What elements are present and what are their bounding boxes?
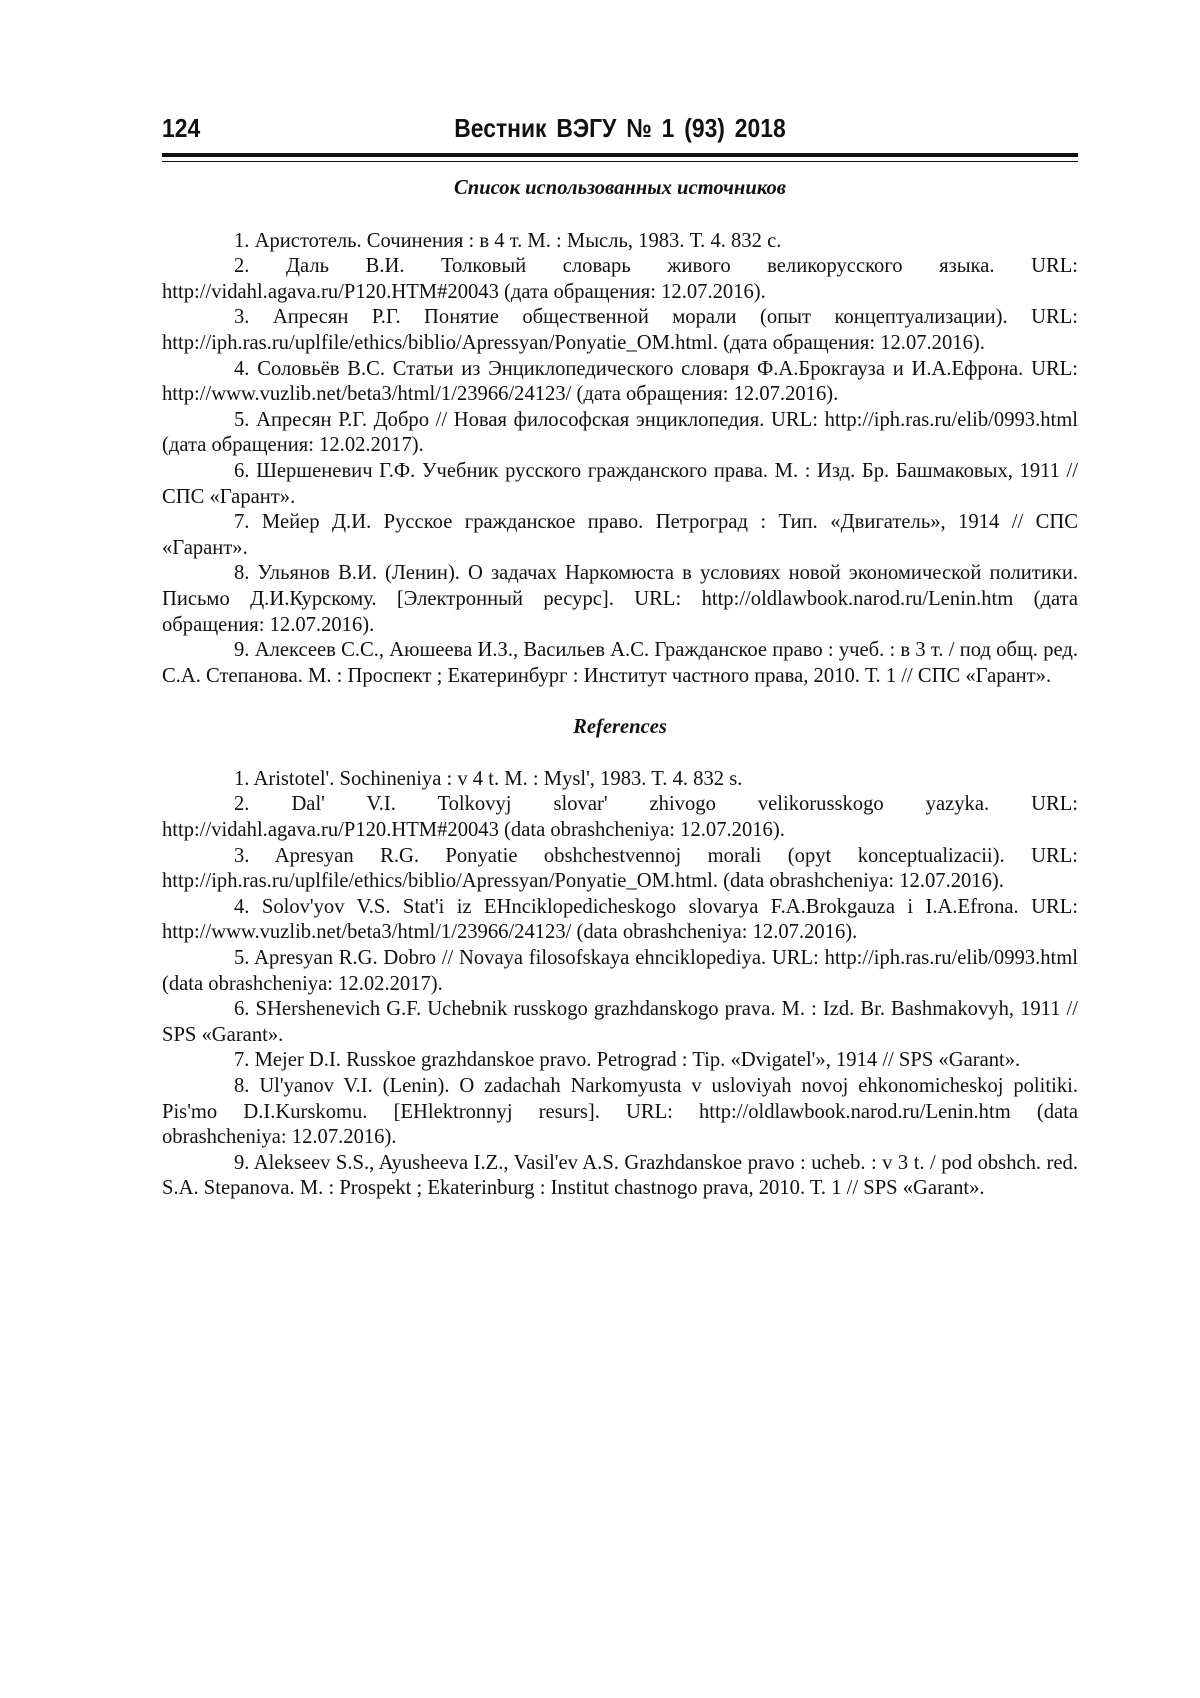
reference-item (162, 229, 1078, 255)
reference-text: Соловьёв В.С. Статьи из Энциклопедического словаря Ф.А.Брокгауза и И.А.Ефрона. URL: http://www.vuzlib.net/beta3/html/1/23966/24123/ (дата обращения: 12.07.2016). (162, 357, 1078, 406)
reference-number: 5. (234, 947, 250, 970)
reference-number: 1. (234, 767, 250, 790)
reference-number: 6. (234, 998, 250, 1021)
page-number: 124 (162, 113, 201, 143)
references-heading: References (573, 716, 667, 739)
reference-item (162, 1048, 1078, 1074)
reference-item (162, 1074, 1078, 1151)
reference-item (162, 357, 1078, 408)
reference-item (162, 895, 1078, 946)
reference-item (162, 997, 1078, 1048)
sources-list (162, 229, 1078, 690)
references-list (162, 767, 1078, 1202)
journal-title: Вестник ВЭГУ № 1 (93) 2018 (454, 113, 786, 143)
reference-number: 9. (234, 1151, 250, 1174)
reference-item (162, 408, 1078, 459)
reference-number: 8. (234, 562, 250, 585)
reference-number: 9. (234, 639, 250, 662)
reference-item (162, 638, 1078, 689)
reference-text: Апресян Р.Г. Добро // Новая философская энциклопедия. URL: http://iph.ras.ru/elib/0993.html (дата обращения: 12.02.2017). (162, 408, 1078, 457)
reference-item (162, 561, 1078, 638)
reference-number: 3. (234, 844, 250, 867)
reference-number: 4. (234, 357, 250, 380)
reference-item (162, 792, 1078, 843)
reference-text: Apresyan R.G. Dobro // Novaya filosofskaya ehnciklopediya. URL: http://iph.ras.ru/elib/0993.html (data obrashcheniya: 12.02.2017). (162, 947, 1078, 995)
reference-text: Алексеев С.С., Аюшеева И.З., Васильев А.С. Гражданское право : учеб. : в 3 т. / под общ. ред. С.А. Степанова. М. : Проспект ; Екатеринбург : Институт частного права, 2010. Т. 1 // СПС «Гарант». (162, 639, 1078, 687)
reference-text: Dal' V.I. Tolkovyj slovar' zhivogo velikorusskogo yazyka. URL: http://vidahl.agava.ru/P120.HTM#20043 (data obrashcheniya: 12.07.2016). (162, 793, 1078, 842)
reference-item (162, 459, 1078, 510)
reference-text: Ульянов В.И. (Ленин). О задачах Наркомюста в условиях новой экономической политики. Письмо Д.И.Курскому. [Электронный ресурс]. URL: http://oldlawbook.narod.ru/Lenin.htm (дата обращения: 12.07.2016). (162, 562, 1078, 636)
reference-text: Аристотель. Сочинения : в 4 т. М. : Мысль, 1983. Т. 4. 832 с. (254, 229, 782, 252)
page-header (162, 112, 1078, 154)
reference-number: 1. (234, 229, 250, 252)
reference-text: Apresyan R.G. Ponyatie obshchestvennoj morali (opyt konceptualizacii). URL: http://iph.ras.ru/uplfile/ethics/biblio/Apressyan/Ponyatie_OM.html. (data obrashcheniya: 12.07.2016). (162, 844, 1078, 893)
reference-text: Апресян Р.Г. Понятие общественной морали (опыт концептуализации). URL: http://iph.ras.ru/uplfile/ethics/biblio/Apressyan/Ponyatie_OM.html. (дата обращения: 12.07.2016). (162, 306, 1078, 354)
header-rule-thick (162, 153, 1078, 157)
reference-number: 7. (234, 511, 250, 534)
header-rule-thin (162, 161, 1078, 162)
reference-text: Мейер Д.И. Русское гражданское право. Петроград : Тип. «Двигатель», 1914 // СПС «Гарант». (162, 511, 1078, 559)
reference-number: 7. (234, 1049, 250, 1072)
reference-number: 2. (234, 793, 250, 816)
page-content (162, 176, 1078, 1202)
reference-text: Ul'yanov V.I. (Lenin). O zadachah Narkomyusta v usloviyah novoj ehkonomicheskoj politiki. Pis'mo D.I.Kurskomu. [EHlektronnyj resurs]. URL: http://oldlawbook.narod.ru/Lenin.htm (data obrashcheniya: 12.07.2016). (162, 1075, 1078, 1149)
reference-number: 3. (234, 306, 250, 329)
reference-text: Aristotel'. Sochineniya : v 4 t. M. : Mysl', 1983. T. 4. 832 s. (253, 767, 743, 790)
reference-text: Даль В.И. Толковый словарь живого великорусского языка. URL: http://vidahl.agava.ru/P120.HTM#20043 (дата обращения: 12.07.2016). (162, 255, 1078, 303)
reference-text: Alekseev S.S., Ayusheeva I.Z., Vasil'ev A.S. Grazhdanskoe pravo : ucheb. : v 3 t. / pod obshch. red. S.A. Stepanova. M. : Prospekt ; Ekaterinburg : Institut chastnogo prava, 2010. T. 1 // SPS «Garant». (162, 1151, 1078, 1200)
reference-text: Шершеневич Г.Ф. Учебник русского гражданского права. М. : Изд. Бр. Башмаковых, 1911 // СПС «Гарант». (162, 459, 1079, 508)
reference-item (162, 767, 1078, 793)
reference-text: SHershenevich G.F. Uchebnik russkogo grazhdanskogo prava. M. : Izd. Br. Bashmakovyh, 1911 // SPS «Garant». (162, 998, 1079, 1046)
reference-number: 4. (234, 895, 250, 918)
sources-heading: Список использованных источников (454, 177, 786, 199)
reference-item (162, 510, 1078, 561)
reference-item (162, 844, 1078, 895)
reference-item (162, 1151, 1078, 1202)
reference-item (162, 946, 1078, 997)
reference-number: 8. (234, 1075, 250, 1097)
reference-item (162, 305, 1078, 356)
reference-text: Solov'yov V.S. Stat'i iz EHnciklopedicheskogo slovarya F.A.Brokgauza i I.A.Efrona. URL: http://www.vuzlib.net/beta3/html/1/23966/24123/ (data obrashcheniya: 12.07.2016). (162, 895, 1078, 944)
reference-item (162, 254, 1078, 305)
reference-text: Mejer D.I. Russkoe grazhdanskoe pravo. Petrograd : Tip. «Dvigatel'», 1914 // SPS «Garant». (254, 1049, 1021, 1072)
reference-number: 2. (234, 255, 250, 278)
reference-number: 5. (234, 408, 250, 431)
reference-number: 6. (234, 459, 250, 482)
